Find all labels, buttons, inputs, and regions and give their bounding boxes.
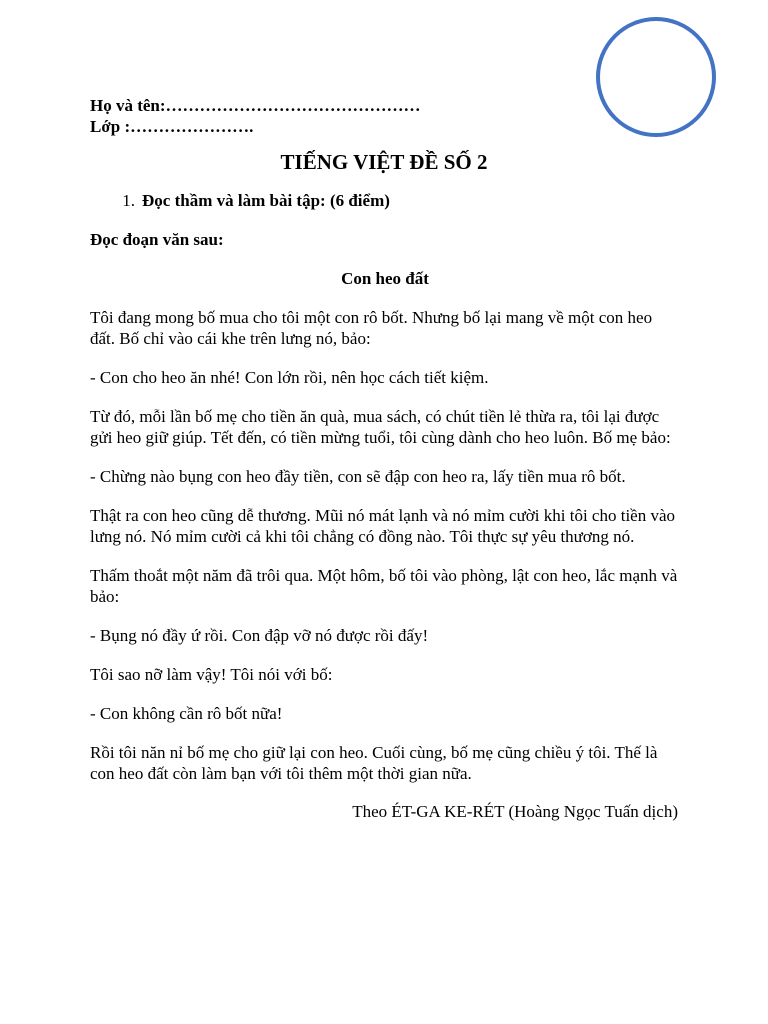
story-paragraph: Thấm thoắt một năm đã trôi qua. Một hôm, bố tôi vào phòng, lật con heo, lắc mạnh và bảo: <box>90 566 678 606</box>
story-paragraph: - Con cho heo ăn nhé! Con lớn rồi, nên học cách tiết kiệm. <box>90 368 489 387</box>
story-paragraph: - Bụng nó đầy ứ rồi. Con đập vỡ nó được rồi đấy! <box>90 626 429 645</box>
section-title: Đọc thầm và làm bài tập: (6 điểm) <box>142 191 390 210</box>
story-title: Con heo đất <box>341 269 429 288</box>
story-paragraph: Thật ra con heo cũng dễ thương. Mũi nó mát lạnh và nó mỉm cười khi tôi cho tiền vào lưng nó. Nó mỉm cười cả khi tôi chẳng có đồng nào. Tôi thực sự yêu thương nó. <box>90 506 676 546</box>
section-number: 1. <box>122 191 135 210</box>
story-paragraph: Từ đó, mỗi lần bố mẹ cho tiền ăn quà, mua sách, có chút tiền lẻ thừa ra, tôi lại được gửi heo giữ giúp. Tết đến, có tiền mừng tuổi, tôi cùng dành cho heo luôn. Bố mẹ bảo: <box>90 407 671 447</box>
section-heading <box>90 190 680 211</box>
document-content <box>90 95 680 822</box>
story-paragraph: Tôi đang mong bố mua cho tôi một con rô bốt. Nhưng bố lại mang về một con heo đất. Bố chỉ vào cái khe trên lưng nó, bảo: <box>90 308 653 348</box>
story-source: Theo ÉT-GA KE-RÉT (Hoàng Ngọc Tuấn dịch) <box>352 802 678 821</box>
story-paragraph: Tôi sao nỡ làm vậy! Tôi nói với bố: <box>90 665 333 684</box>
page-title: TIẾNG VIỆT ĐỀ SỐ 2 <box>280 150 488 174</box>
story-paragraph: Rồi tôi năn nỉ bố mẹ cho giữ lại con heo. Cuối cùng, bố mẹ cũng chiều ý tôi. Thế là con heo đất còn làm bạn với tôi thêm một thời gian nữa. <box>90 743 658 783</box>
story-paragraph: - Chừng nào bụng con heo đầy tiền, con sẽ đập con heo ra, lấy tiền mua rô bốt. <box>90 467 626 486</box>
reading-instruction: Đọc đoạn văn sau: <box>90 230 224 249</box>
name-field-label: Họ và tên:……………………………………… <box>90 96 421 115</box>
class-field-label: Lớp :…………………. <box>90 117 254 136</box>
story-paragraph: - Con không cần rô bốt nữa! <box>90 704 283 723</box>
